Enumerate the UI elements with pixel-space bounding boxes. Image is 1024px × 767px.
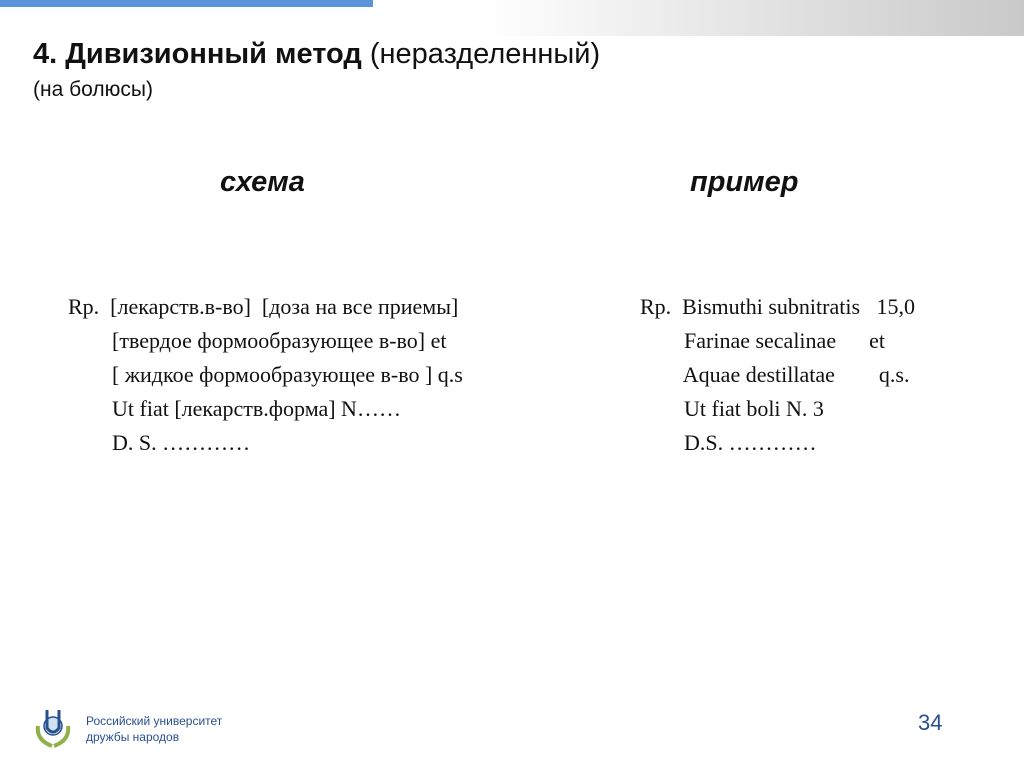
university-name (86, 713, 222, 745)
example-line: D.S. ………… (640, 430, 817, 455)
example-line: Farinae secalinae et (640, 328, 885, 353)
slide-subtitle: (на болюсы) (33, 78, 153, 101)
top-accent-bar (0, 0, 373, 7)
scheme-heading: схема (220, 166, 305, 198)
scheme-block (68, 256, 463, 494)
scheme-line: [твердое формообразующее в-во] et (68, 328, 447, 353)
title-normal: (неразделенный) (361, 38, 601, 70)
scheme-line: Rp. [лекарств.в-во] [доза на все приемы] (68, 294, 459, 319)
example-heading: пример (690, 166, 799, 198)
slide-title (33, 38, 600, 71)
title-bold: 4. Дивизионный метод (33, 38, 362, 70)
university-line2: дружбы народов (86, 730, 180, 744)
university-logo-icon (34, 706, 72, 748)
scheme-line: [ жидкое формообразующее в-во ] q.s (68, 362, 463, 387)
scheme-line: D. S. ………… (68, 430, 251, 455)
example-line: Aquae destillatae q.s. (640, 362, 910, 387)
university-line1: Российский университет (86, 714, 223, 728)
example-block (640, 256, 915, 494)
page-number: 34 (918, 710, 943, 735)
example-line: Rp. Bismuthi subnitratis 15,0 (640, 294, 916, 319)
header-gradient (480, 0, 1024, 36)
scheme-line: Ut fiat [лекарств.форма] N…… (68, 396, 401, 421)
example-line: Ut fiat boli N. 3 (640, 396, 824, 421)
